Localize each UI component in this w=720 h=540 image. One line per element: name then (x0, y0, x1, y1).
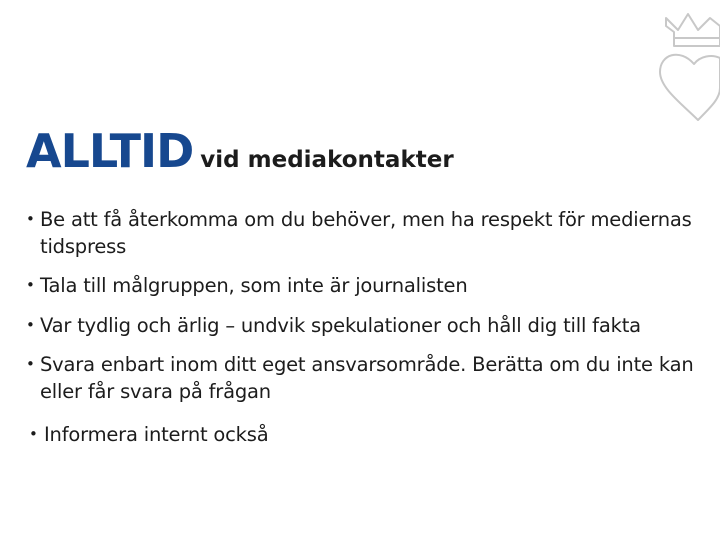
bullet-text: Informera internt också (44, 423, 269, 446)
crown-heart-logo (658, 8, 720, 122)
bullet-list (24, 206, 704, 448)
bullet-dot: • (26, 355, 35, 373)
bullet-item (24, 312, 704, 339)
title-sub: vid mediakontakter (200, 147, 454, 173)
bullet-dot: • (26, 210, 35, 228)
bullet-item (24, 351, 704, 405)
bullet-item (24, 272, 704, 299)
title-main: ALLTID (26, 124, 194, 178)
bullet-dot: • (26, 316, 35, 334)
bullet-dot: • (26, 276, 35, 294)
bullet-text: Tala till målgruppen, som inte är journalisten (40, 274, 468, 297)
bullet-text: Var tydlig och ärlig – undvik spekulationer och håll dig till fakta (40, 314, 641, 337)
bullet-text: Svara enbart inom ditt eget ansvarsområde. Berätta om du inte kan eller får svara på frågan (40, 353, 694, 403)
bullet-item (24, 421, 704, 448)
bullet-text: Be att få återkomma om du behöver, men ha respekt för mediernas tidspress (40, 208, 692, 258)
crown-heart-icon (658, 8, 720, 122)
bullet-item (24, 206, 704, 260)
bullet-dot: • (29, 425, 38, 443)
slide-title (26, 124, 454, 178)
